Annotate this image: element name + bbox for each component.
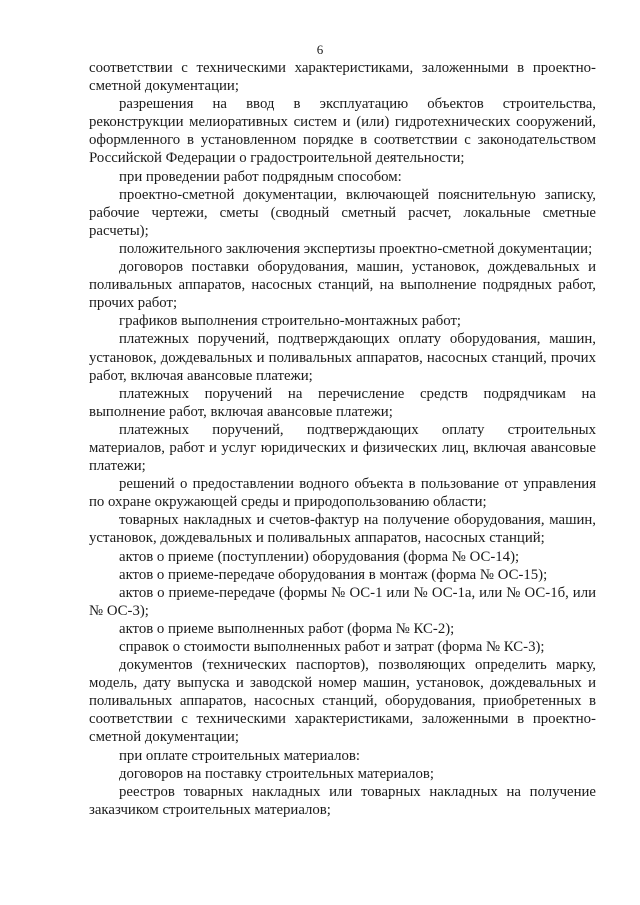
paragraph: актов о приеме (поступлении) оборудования (форма № ОС-14); — [119, 548, 520, 565]
paragraph: при проведении работ подрядным способом: — [119, 168, 402, 185]
paragraph: при оплате строительных материалов: — [119, 747, 360, 764]
paragraph: договоров поставки оборудования, машин, установок, дождевальных и поливальных аппаратов, насосных станций, на выполнение подрядных работ, прочих работ; — [89, 259, 596, 312]
paragraph: положительного заключения экспертизы проектно-сметной документации; — [119, 240, 593, 257]
paragraph: решений о предоставлении водного объекта в пользование от управления по охране окружающей среды и природопользованию области; — [89, 476, 596, 511]
paragraph: актов о приеме выполненных работ (форма № КС-2); — [119, 620, 455, 637]
paragraph: договоров на поставку строительных материалов; — [119, 765, 434, 782]
paragraph: платежных поручений, подтверждающих оплату оборудования, машин, установок, дождевальных и поливальных аппаратов, насосных станций, прочих работ, включая авансовые платежи; — [89, 331, 596, 384]
paragraph: актов о приеме-передаче оборудования в монтаж (форма № ОС-15); — [119, 566, 548, 583]
paragraph: проектно-сметной документации, включающей пояснительную записку, рабочие чертежи, сметы (сводный сметный расчет, локальные сметные расчеты); — [89, 186, 596, 239]
paragraph: справок о стоимости выполненных работ и затрат (форма № КС-3); — [119, 639, 545, 655]
paragraph: разрешения на ввод в эксплуатацию объектов строительства, реконструкции мелиоративных систем и (или) гидротехнических сооружений, оформленного в установленном порядке в соответствии с законодательством Российской Федерации о градостроительной деятельности; — [89, 96, 596, 167]
paragraph: товарных накладных и счетов-фактур на получение оборудования, машин, установок, дождевальных и поливальных аппаратов, насосных станций; — [89, 512, 596, 547]
paragraph: актов о приеме-передаче (формы № ОС-1 или № ОС-1а, или № ОС-1б, или № ОС-3); — [89, 584, 596, 619]
paragraph: документов (технических паспортов), позволяющих определить марку, модель, дату выпуска и заводской номер машин, установок, дождевальных и поливальных аппаратов, насосных станций, оборудования, приобретенных в соответствии с техническими характеристиками, заложенными в проектно-сметной документации; — [89, 657, 596, 746]
paragraph: реестров товарных накладных или товарных накладных на получение заказчиком строительных материалов; — [89, 783, 596, 818]
paragraph: соответствии с техническими характеристиками, заложенными в проектно-сметной документации; — [89, 60, 596, 95]
paragraph: платежных поручений, подтверждающих оплату строительных материалов, работ и услуг юридических и физических лиц, включая авансовые платежи; — [89, 421, 596, 475]
page-number: 6 — [316, 42, 324, 57]
paragraph: графиков выполнения строительно-монтажных работ; — [119, 313, 462, 330]
paragraph: платежных поручений на перечисление средств подрядчикам на выполнение работ, включая авансовые платежи; — [89, 385, 596, 420]
document-body — [89, 59, 596, 819]
